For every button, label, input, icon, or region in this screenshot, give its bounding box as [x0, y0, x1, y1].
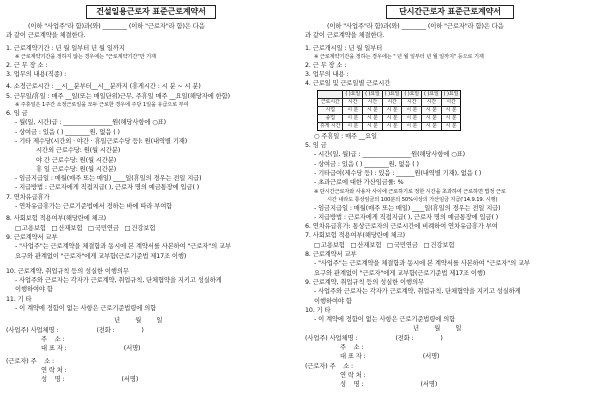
- table-cell: 시 분: [363, 122, 383, 130]
- employer-company: (사업주) 사업체명 : (전화 : ): [305, 334, 443, 342]
- table-cell: 시 분: [441, 114, 461, 122]
- employer-company: (사업주) 사업체명 : (전화 : ): [6, 326, 144, 334]
- table-cell: 시 분: [363, 114, 383, 122]
- table-header-cell: ( )요일: [343, 90, 363, 98]
- table-cell: 시 분: [363, 106, 383, 114]
- table-cell: 시 분: [382, 114, 402, 122]
- start-date: 1. 근로개시일 : 년 월 일부터: [305, 44, 383, 52]
- table-cell: 시 분: [441, 106, 461, 114]
- contract-date: 년 월 일: [413, 325, 462, 333]
- section-heading: 11. 기 타: [6, 295, 32, 303]
- table-cell: 시 분: [402, 106, 422, 114]
- worker-contact: 연 락 처 :: [340, 371, 366, 379]
- table-cell: 시업: [318, 106, 343, 114]
- insurance-options: [305, 241, 595, 250]
- other-pay-line: - 기타급여(제수당 등) : 있음 : ______원(내역별 기재), 없음 ( ): [314, 169, 482, 177]
- worker-contact: 연 락 처 :: [41, 366, 67, 374]
- payday-line: - 임금지급일 : 매월(매주 또는 매일) ____일(휴일의 경우는 전일 지급): [314, 204, 501, 212]
- payment-method: - 지급방법 : 근로자에게 직접지급( ), 근로자 명의 예금통장에 입금( ): [15, 184, 200, 192]
- workplace: 2. 근 무 장 소 :: [305, 61, 347, 69]
- duty-line: 이행하여야 함: [15, 286, 53, 294]
- employment-insurance-checkbox[interactable]: □ 고용보험: [314, 242, 345, 249]
- table-cell: 시 분: [343, 106, 363, 114]
- intro-line: 과 같이 근로계약을 체결한다.: [305, 32, 385, 40]
- worker-address: (근로자) 주 소 :: [305, 362, 354, 370]
- table-cell: 시 분: [343, 114, 363, 122]
- table-cell: 시 분: [422, 106, 442, 114]
- table-cell: 시 분: [402, 122, 422, 130]
- table-cell: 근로시간: [318, 98, 343, 106]
- table-row: [318, 122, 461, 130]
- industrial-accident-checkbox[interactable]: □ 산재보험: [351, 242, 382, 249]
- bonus-line: - 상여금 : 있음 ( ) ________원, 없음 ( ): [15, 128, 120, 136]
- note: 시간 내라도 통상임금의 100분의 50%이상의 가산임금 지급('14.9.19. 시행): [327, 196, 498, 203]
- insurance-options: [6, 224, 296, 233]
- document-title: 단시간근로자 표준근로계약서: [386, 5, 514, 19]
- payday-line: - 임금지급일 : 매월(매주 또는 매일) ____일(휴일의 경우는 전일 지급): [15, 175, 202, 183]
- table-header-cell: ( )요일: [382, 90, 402, 98]
- job-description: 3. 업무의 내용 :: [305, 71, 349, 79]
- allowance-item: 휴 일 근로수당: 원(월 시간분): [36, 165, 117, 173]
- note: ※ 근로계약기간을 정하는 경우에는 " 년 월 일부터 년 월 일까지" 등으로 기재: [314, 53, 484, 60]
- section-heading: 8. 근로계약서 교부: [305, 251, 357, 259]
- section-heading: 9. 근로계약서 교부: [6, 233, 58, 241]
- overtime-rate: - 초과근로에 대한 가산임금률: %: [314, 179, 404, 187]
- employer-address: 주 소 :: [41, 335, 65, 343]
- note: ※ 근로계약기간을 정하지 않는 경우에는 "근로계약기간"만 기재: [15, 53, 156, 60]
- national-pension-checkbox[interactable]: □ 국민연금: [387, 242, 418, 249]
- section-heading: 10. 기 타: [305, 306, 331, 314]
- section-heading: 5. 임 금: [305, 142, 327, 150]
- delivery-line: 요구와 관계없이 "근로자"에게 교부함(근로기준법 제17조 이행): [15, 252, 187, 260]
- national-pension-checkbox[interactable]: □ 국민연금: [88, 225, 119, 232]
- section-heading: 10. 근로계약, 취업규칙 등의 성실한 이행의무: [6, 267, 129, 275]
- table-cell: 시 분: [343, 122, 363, 130]
- table-cell: 종업: [318, 114, 343, 122]
- section-heading: 7. 사회보험 적용여부(해당란에 체크): [305, 232, 405, 240]
- table-cell: 시간: [363, 98, 383, 106]
- leave-line: 6. 연차유급휴가: 통상근로자의 근로시간에 비례하여 연차유급휴가 부여: [305, 223, 498, 231]
- employer-address: 주 소 :: [340, 344, 364, 352]
- employer-representative: 대 표 자 : (서명): [41, 345, 141, 353]
- contract-date: 년 월 일: [114, 317, 163, 325]
- table-cell: 시간: [343, 98, 363, 106]
- delivery-line: 요구와 관계없이 "근로자"에게 교부함(근로기준법 제17조 이행): [314, 269, 486, 277]
- table-header-cell: ( )요일: [441, 90, 461, 98]
- workdays-holidays: 5. 근무일/휴일 : 매주 __일(또는 매일단위)근무, 주휴일 매주 __요일(해당자에 한함): [6, 92, 230, 100]
- table-row: [318, 106, 461, 114]
- table-header-cell: ( )요일: [402, 90, 422, 98]
- other-line: - 이 계약에 정함이 없는 사항은 근로기준법령에 의함: [314, 316, 456, 324]
- table-cell: 시간: [441, 98, 461, 106]
- payment-method: - 지급방법 : 근로자에게 직접지급( ), 근로자 명의 예금통장에 입금( ): [314, 213, 499, 221]
- table-header-cell: ( )요일: [363, 90, 383, 98]
- note: ※ 주휴일은 1주간 소정근로일을 모두 근로한 경우에 주당 1일을 유급으로 부여: [15, 102, 189, 109]
- work-hours-table: [317, 90, 461, 131]
- document-title: 건설일용근로자 표준근로계약서: [86, 5, 216, 19]
- contract-period: 1. 근로계약기간 : 년 월 일부터 년 월 일까지: [6, 44, 125, 52]
- table-header-cell: ( )요일: [422, 90, 442, 98]
- bonus-line: - 상여금 : 있음 ( ) ________원, 없음 ( ): [314, 160, 419, 168]
- table-header-cell: [318, 90, 343, 98]
- intro-line: (이하 "사업주"라 함)과(와) ________ (이하 "근로자"라 함)은 다음: [28, 23, 205, 30]
- duty-line: - 사업주와 근로자는 각자가 근로계약, 취업규칙, 단체협약을 지키고 성실하게: [15, 277, 222, 285]
- table-cell: 시간: [382, 98, 402, 106]
- wage-line: - 월(일, 시간)급 : ________________원(해당사항에 ○표): [15, 119, 166, 127]
- part-time-contract: [305, 0, 595, 415]
- construction-daily-contract: [6, 0, 296, 415]
- allowance-line: - 기타 제수당(시간외 · 야간 · 휴일근로수당 등): 원(내역별 기재): [15, 137, 188, 145]
- table-cell: 시간: [402, 98, 422, 106]
- employment-insurance-checkbox[interactable]: □ 고용보험: [15, 225, 46, 232]
- section-heading: 7. 연차유급휴가: [6, 193, 50, 201]
- health-insurance-checkbox[interactable]: □ 건강보험: [424, 242, 455, 249]
- working-hours: 4. 소정근로시간 : __시__분부터__시__분까지 (휴게시간 : 시 분 ~ 시 분): [6, 83, 201, 91]
- allowance-item: 시간외 근로수당: 원(월 시간분): [36, 147, 121, 155]
- duty-line: - 사업주와 근로자는 각자가 근로계약, 취업규칙, 단체협약을 지키고 성실하게: [314, 288, 521, 296]
- weekly-holiday: ○ 주휴일 : 매주 __요일: [314, 132, 377, 140]
- table-row: [318, 114, 461, 122]
- worker-name: 성 명 : (서명): [340, 381, 438, 389]
- table-cell: 휴게 시간: [318, 122, 343, 130]
- table-cell: 시 분: [422, 122, 442, 130]
- section-heading: 8. 사회보험 적용여부(해당란에 체크): [6, 215, 106, 223]
- industrial-accident-checkbox[interactable]: □ 산재보험: [52, 225, 83, 232]
- allowance-item: 야 간 근로수당: 원(월 시간분): [36, 156, 117, 164]
- workplace: 2. 근 무 장 소 :: [6, 61, 48, 69]
- employer-representative: 대 표 자 : (서명): [340, 353, 440, 361]
- delivery-line: - "사업주"는 근로계약을 체결함과 동시에 본 계약서를 사본하여 "근로자"의 교부: [314, 260, 530, 268]
- other-line: - 이 계약에 정함이 없는 사항은 근로기준법령에 의함: [15, 305, 157, 313]
- section-heading: 4. 근로일 및 근로일별 근로시간: [305, 80, 391, 88]
- duty-line: 이행하여야 함: [314, 297, 352, 305]
- intro-line: 과 같이 근로계약을 체결한다.: [6, 32, 86, 40]
- worker-address: (근로자) 주 소 :: [6, 357, 55, 365]
- intro-line: (이하 "사업주"라 함)과(와) ________ (이하 "근로자"라 함)은 다음: [327, 23, 504, 30]
- leave-line: - 연차유급휴가는 근로기준법에서 정하는 바에 따라 부여함: [15, 203, 173, 211]
- table-row: [318, 98, 461, 106]
- section-heading: 9. 근로계약, 취업규칙 등의 성실한 이행의무: [305, 278, 424, 286]
- table-cell: 시 분: [422, 114, 442, 122]
- worker-name: 성 명 : (서명): [41, 376, 139, 384]
- note: ※ 단시간근로자와 사용자 사이에 근로하기로 정한 시간을 초과하여 근로하면 법정 근로: [314, 188, 506, 195]
- table-cell: 시 분: [382, 122, 402, 130]
- job-description: 3. 업무의 내용(직종) :: [6, 71, 67, 79]
- wage-line: - 시간(일, 월)급 : ________________원(해당사항에 ○표): [314, 151, 465, 159]
- delivery-line: - "사업주"는 근로계약을 체결함과 동시에 본 계약서를 사본하여 "근로자"의 교부: [15, 243, 231, 251]
- table-cell: 시 분: [402, 114, 422, 122]
- table-cell: 시 분: [441, 122, 461, 130]
- health-insurance-checkbox[interactable]: □ 건강보험: [125, 225, 156, 232]
- table-cell: 시간: [422, 98, 442, 106]
- table-cell: 시 분: [382, 106, 402, 114]
- section-heading: 6. 임 금: [6, 110, 28, 118]
